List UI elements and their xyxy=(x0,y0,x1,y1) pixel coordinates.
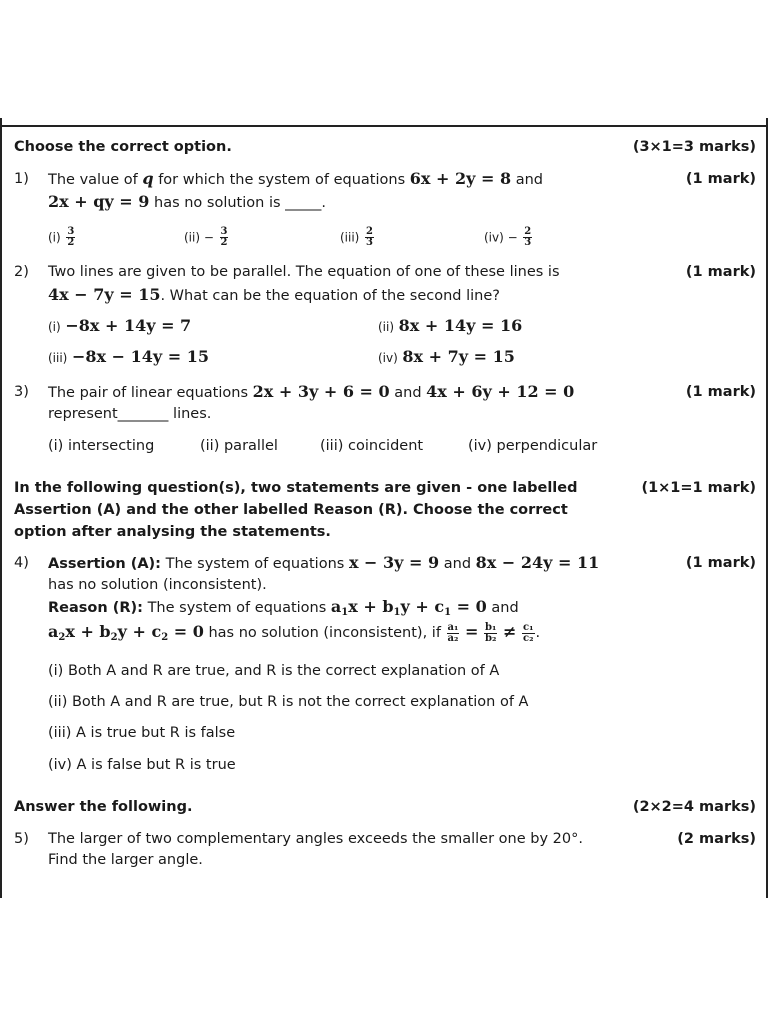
fraction: $\frac{\text{c₁}}{\text{c₂}}$ xyxy=(523,621,534,644)
q5-line-1: The larger of two complementary angles exceeds the smaller one by 20°. xyxy=(48,831,583,847)
top-rule xyxy=(0,125,768,127)
fraction: $\frac{3}{2}$ xyxy=(220,226,228,248)
q5-line-2: Find the larger angle. xyxy=(48,852,203,868)
q2-line-1: Two lines are given to be parallel. The equation of one of these lines is xyxy=(48,264,560,280)
q5-marks: (2 marks) xyxy=(677,831,756,847)
q2-number: 2) xyxy=(14,264,29,280)
q2-line-2: 4x − 7y = 15. What can be the equation of the second line? xyxy=(48,285,500,304)
q3-option-4: (iv) perpendicular xyxy=(468,438,598,454)
fraction: $\frac{\text{b₁}}{\text{b₂}}$ xyxy=(485,621,497,644)
q3-number: 3) xyxy=(14,384,29,400)
q1-line-2: 2x + qy = 9 has no solution is _____. xyxy=(48,192,326,211)
q3-line-1: The pair of linear equations 2x + 3y + 6 = 0 and 4x + 6y + 12 = 0 xyxy=(48,382,575,401)
section-2-title-line-2: Assertion (A) and the other labelled Reason (R). Choose the correct xyxy=(14,502,568,518)
q2-option-4: (iv) 8x + 7y = 15 xyxy=(378,347,515,366)
q3-marks: (1 mark) xyxy=(685,384,756,400)
q2-option-1: (i) −8x + 14y = 7 xyxy=(48,316,192,335)
section-3-marks: (2×2=4 marks) xyxy=(632,799,756,815)
q3-option-1: (i) intersecting xyxy=(48,438,155,454)
section-3-title: Answer the following. xyxy=(14,799,193,815)
fraction: $\frac{3}{2}$ xyxy=(67,226,75,248)
q4-reason-line-2: $a_2x + b_2y + c_2 = 0$ has no solution (inconsistent), if $\frac{\text{a₁}}{\text{a₂}}$ = $\frac{\text{b₁}}{\text{b₂}}$ ≠ $\frac{\text{c₁}}{\text{c₂}}$ . xyxy=(48,621,541,644)
section-2-title-line-3: option after analysing the statements. xyxy=(14,524,331,540)
q4-option-4: (iv) A is false but R is true xyxy=(48,757,236,773)
q4-assertion-line-2: has no solution (inconsistent). xyxy=(48,577,267,593)
section-2-title-line-1: In the following question(s), two statements are given - one labelled xyxy=(14,480,578,496)
q4-option-3: (iii) A is true but R is false xyxy=(48,725,236,741)
q5-number: 5) xyxy=(14,831,29,847)
q4-marks: (1 mark) xyxy=(685,555,756,571)
q1-option-2: (ii) − $\frac{3}{2}$ xyxy=(184,226,228,248)
q2-marks: (1 mark) xyxy=(685,264,756,280)
q4-reason-line-1: Reason (R): The system of equations $a_1x + b_1y + c_1 = 0$ and xyxy=(48,597,519,618)
section-2-marks: (1×1=1 mark) xyxy=(641,480,756,496)
q1-option-3: (iii) $\frac{2}{3}$ xyxy=(340,226,373,248)
q3-line-2: represent_______ lines. xyxy=(48,406,212,422)
q2-option-3: (iii) −8x − 14y = 15 xyxy=(48,347,209,366)
q3-option-2: (ii) parallel xyxy=(200,438,278,454)
q1-option-4: (iv) − $\frac{2}{3}$ xyxy=(484,226,532,248)
q1-line-1: The value of q for which the system of equations 6x + 2y = 8 and xyxy=(48,169,543,188)
q4-option-1: (i) Both A and R are true, and R is the correct explanation of A xyxy=(48,663,500,679)
fraction: $\frac{2}{3}$ xyxy=(524,226,532,248)
q4-assertion-line-1: Assertion (A): The system of equations x − 3y = 9 and 8x − 24y = 11 xyxy=(48,553,600,572)
q1-marks: (1 mark) xyxy=(685,171,756,187)
q1-number: 1) xyxy=(14,171,29,187)
q2-option-2: (ii) 8x + 14y = 16 xyxy=(378,316,523,335)
section-1-marks: (3×1=3 marks) xyxy=(632,139,756,155)
fraction: $\frac{2}{3}$ xyxy=(365,226,373,248)
fraction: $\frac{\text{a₁}}{\text{a₂}}$ xyxy=(447,621,459,644)
section-1-title: Choose the correct option. xyxy=(14,139,232,155)
q4-number: 4) xyxy=(14,555,29,571)
q3-option-3: (iii) coincident xyxy=(320,438,424,454)
q1-option-1: (i) $\frac{3}{2}$ xyxy=(48,226,75,248)
q4-option-2: (ii) Both A and R are true, but R is not the correct explanation of A xyxy=(48,694,529,710)
